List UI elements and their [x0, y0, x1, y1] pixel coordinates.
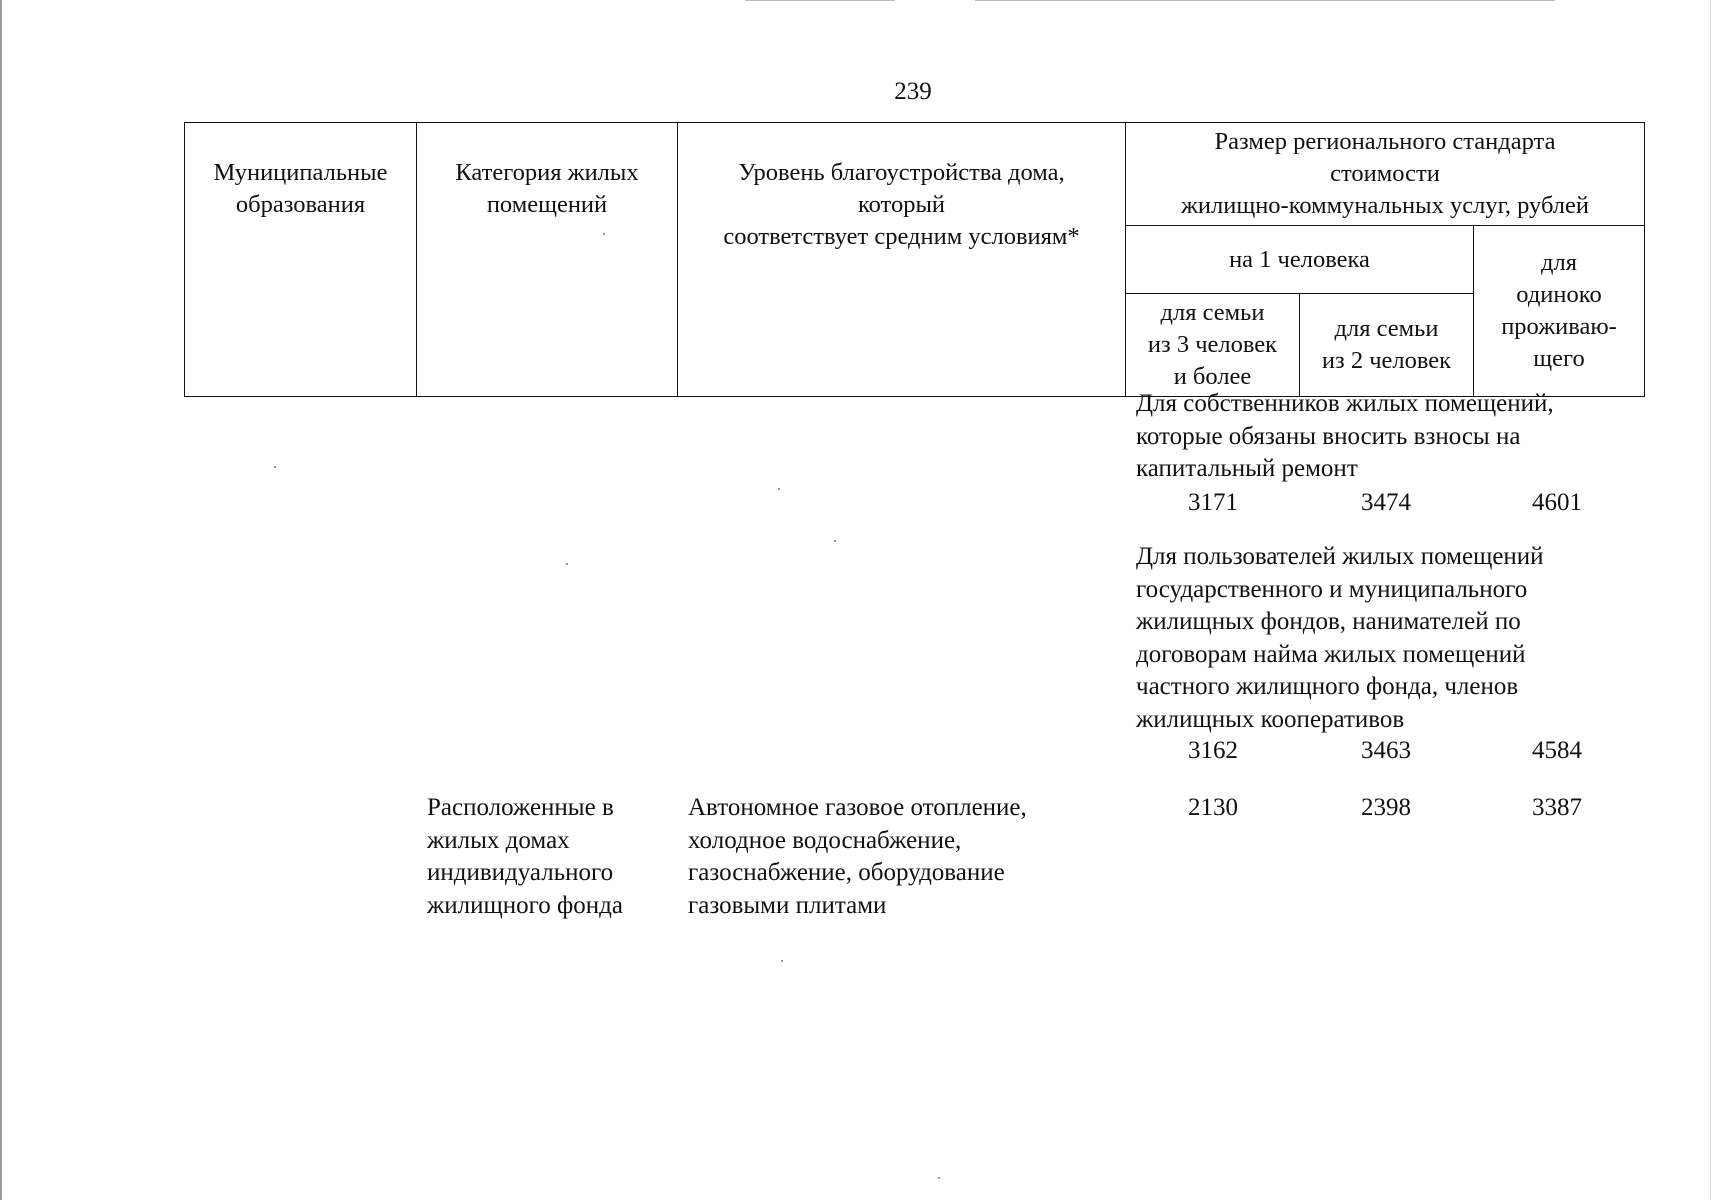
value-owners-single: 4601: [1532, 489, 1582, 516]
header-category: Категория жилых помещений: [417, 123, 678, 397]
value-users-single: 4584: [1532, 737, 1582, 764]
scan-speck: [778, 488, 780, 490]
header-family-2: для семьи из 2 человек: [1300, 294, 1474, 397]
header-per-person: на 1 человека: [1126, 226, 1474, 294]
scan-speck: [834, 540, 836, 542]
scan-speck: [781, 960, 783, 962]
section-owners-title: Для собственников жилых помещений, которые обязаны вносить взносы на капитальный ремонт: [1136, 390, 1554, 482]
scan-artifact: [975, 0, 1555, 1]
header-standard-size: Размер регионального стандарта стоимости жилищно-коммунальных услуг, рублей: [1126, 123, 1645, 226]
header-table: [184, 122, 1645, 397]
row-category: Расположенные в жилых домах индивидуального жилищного фонда: [427, 794, 623, 919]
value-row-single: 3387: [1532, 794, 1582, 821]
value-owners-family-3-plus: 3171: [1188, 489, 1238, 516]
header-single-resident: для одиноко проживаю- щего: [1474, 226, 1645, 397]
value-users-family-3-plus: 3162: [1188, 737, 1238, 764]
header-improvement-level: Уровень благоустройства дома, который соответствует средним условиям*: [678, 123, 1126, 397]
value-row-family-3-plus: 2130: [1188, 794, 1238, 821]
scan-artifact: [745, 0, 895, 1]
value-owners-family-2: 3474: [1361, 489, 1411, 516]
value-users-family-2: 3463: [1361, 737, 1411, 764]
scan-speck: [566, 563, 568, 565]
header-family-3-plus: для семьи из 3 человек и более: [1126, 294, 1300, 397]
scan-right-edge: [1710, 0, 1711, 1200]
row-improvement: Автономное газовое отопление, холодное водоснабжение, газоснабжение, оборудование газовыми плитами: [688, 794, 1027, 919]
scan-speck: [274, 466, 276, 468]
scan-left-edge: [0, 0, 2, 1200]
scan-speck: [938, 1177, 940, 1179]
section-users-title: Для пользователей жилых помещений государственного и муниципального жилищных фондов, нанимателей по договорам найма жилых помещений частного жилищного фонда, членов жилищных кооперативов: [1136, 543, 1544, 733]
header-municipalities: Муниципальные образования: [185, 123, 417, 397]
page-number: 239: [894, 78, 932, 105]
value-row-family-2: 2398: [1361, 794, 1411, 821]
